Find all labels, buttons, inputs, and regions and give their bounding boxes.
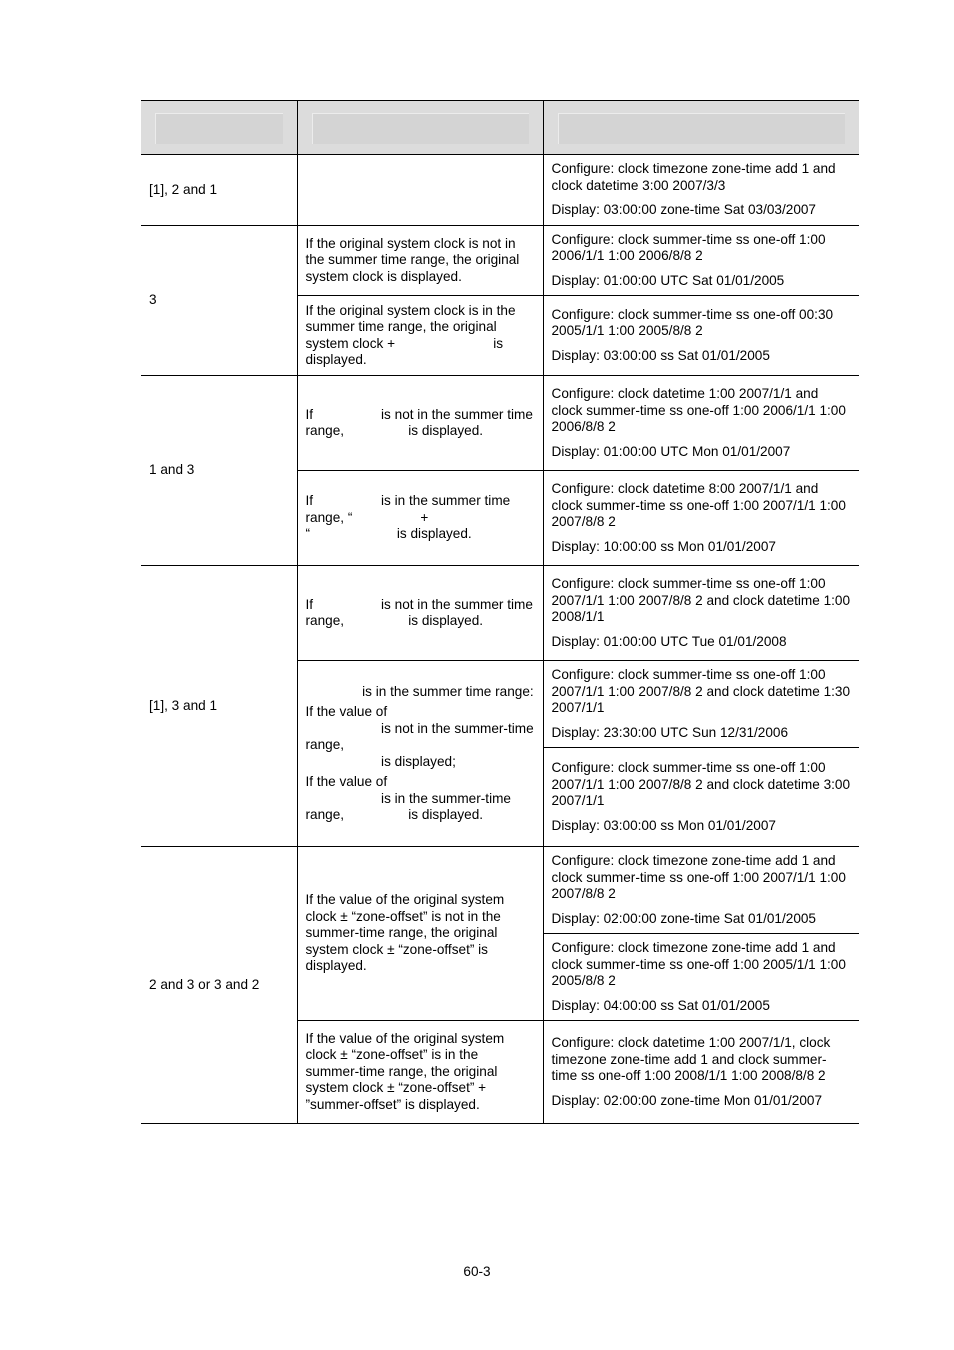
configure-text: Configure: clock summer-time ss one-off 1:00 2007/1/1 1:00 2007/8/8 2 and clock datetime 3:00 2007/1/1 <box>551 760 851 808</box>
configure-text: Configure: clock timezone zone-time add 1 and clock summer-time ss one-off 1:00 2007/1/1 1:00 2007/8/8 2 <box>551 853 846 901</box>
example-cell <box>543 847 859 934</box>
display-text: Display: 23:30:00 UTC Sun 12/31/2006 <box>551 724 789 740</box>
header-cell-1 <box>141 101 297 155</box>
table-row <box>141 225 859 296</box>
configure-text: Configure: clock timezone zone-time add 1 and clock datetime 3:00 2007/3/3 <box>551 161 836 193</box>
description-cell: If the value of the original system clock ± “zone-offset” is not in the summer-time range, the original system clock ± “zone-offset” is displayed. <box>297 847 543 1021</box>
example-cell <box>543 1021 859 1124</box>
header-cell-3 <box>543 101 859 155</box>
table-row <box>141 847 859 934</box>
table-row <box>141 155 859 226</box>
description-case-2: If the value of is in the summer-time range, is displayed. <box>305 774 511 822</box>
configure-text: Configure: clock summer-time ss one-off 1:00 2007/1/1 1:00 2007/8/8 2 and clock datetime 1:30 2007/1/1 <box>551 667 851 715</box>
header-cell-2 <box>297 101 543 155</box>
display-text: Display: 03:00:00 zone-time Sat 03/03/2007 <box>551 202 816 217</box>
description-cell: If is not in the summer time range, is displayed. <box>297 566 543 661</box>
configure-text: Configure: clock summer-time ss one-off 1:00 2007/1/1 1:00 2007/8/8 2 and clock datetime 1:00 2008/1/1 <box>551 576 851 624</box>
description-cell: If the original system clock is in the summer time range, the original system clock + is displayed. <box>297 296 543 376</box>
display-text: Display: 01:00:00 UTC Sat 01/01/2005 <box>551 272 785 288</box>
example-cell <box>543 934 859 1021</box>
configure-text: Configure: clock datetime 8:00 2007/1/1 and clock summer-time ss one-off 1:00 2007/1/1 1:00 2007/8/8 2 <box>551 481 846 529</box>
display-text: Display: 01:00:00 UTC Tue 01/01/2008 <box>551 633 787 649</box>
example-cell <box>543 376 859 471</box>
example-cell <box>543 471 859 566</box>
description-cell: If the value of the original system clock ± “zone-offset” is in the summer-time range, the original system clock ± “zone-offset” + ”summer-offset” is displayed. <box>297 1021 543 1124</box>
table-header-row <box>141 101 859 155</box>
description-intro: is in the summer time range: <box>305 683 534 699</box>
description-cell: If is not in the summer time range, is displayed. <box>297 376 543 471</box>
display-text: Display: 02:00:00 zone-time Mon 01/01/2007 <box>551 1092 823 1108</box>
display-text: Display: 10:00:00 ss Mon 01/01/2007 <box>551 538 776 554</box>
display-text: Display: 03:00:00 ss Mon 01/01/2007 <box>551 817 776 833</box>
configure-text: Configure: clock summer-time ss one-off 00:30 2005/1/1 1:00 2005/8/8 2 <box>551 306 834 339</box>
table-row <box>141 376 859 471</box>
example-cell <box>543 225 859 296</box>
combination-cell: 1 and 3 <box>141 376 297 566</box>
description-cell <box>297 155 543 226</box>
combination-cell: 2 and 3 or 3 and 2 <box>141 847 297 1124</box>
display-text: Display: 03:00:00 ss Sat 01/01/2005 <box>551 347 770 363</box>
table-row <box>141 566 859 661</box>
display-text: Display: 01:00:00 UTC Mon 01/01/2007 <box>551 443 791 459</box>
example-cell <box>543 566 859 661</box>
configure-text: Configure: clock datetime 1:00 2007/1/1 and clock summer-time ss one-off 1:00 2006/1/1 1:00 2006/8/8 2 <box>551 386 846 434</box>
combination-cell: [1], 2 and 1 <box>141 155 297 226</box>
description-cell: If the original system clock is not in the summer time range, the original system clock is displayed. <box>297 225 543 296</box>
configure-text: Configure: clock datetime 1:00 2007/1/1, clock timezone zone-time add 1 and clock summer-time ss one-off 1:00 2008/1/1 1:00 2008/8/8 2 <box>551 1035 831 1083</box>
example-cell <box>543 748 859 847</box>
description-case-1: If the value of is not in the summer-time range, is displayed; <box>305 704 534 769</box>
configure-text: Configure: clock summer-time ss one-off 1:00 2006/1/1 1:00 2006/8/8 2 <box>551 231 826 263</box>
example-cell <box>543 296 859 376</box>
combination-cell: [1], 3 and 1 <box>141 566 297 847</box>
description-cell <box>297 661 543 847</box>
clock-display-table <box>141 100 859 1124</box>
page-number: 60-3 <box>463 1264 491 1279</box>
display-text: Display: 02:00:00 zone-time Sat 01/01/2005 <box>551 910 816 926</box>
display-text: Display: 04:00:00 ss Sat 01/01/2005 <box>551 997 770 1013</box>
example-cell <box>543 661 859 748</box>
combination-cell: 3 <box>141 225 297 376</box>
description-cell: If is in the summer time range, “ + “ is displayed. <box>297 471 543 566</box>
configure-text: Configure: clock timezone zone-time add 1 and clock summer-time ss one-off 1:00 2005/1/1 1:00 2005/8/8 2 <box>551 940 846 988</box>
example-cell <box>543 155 859 226</box>
